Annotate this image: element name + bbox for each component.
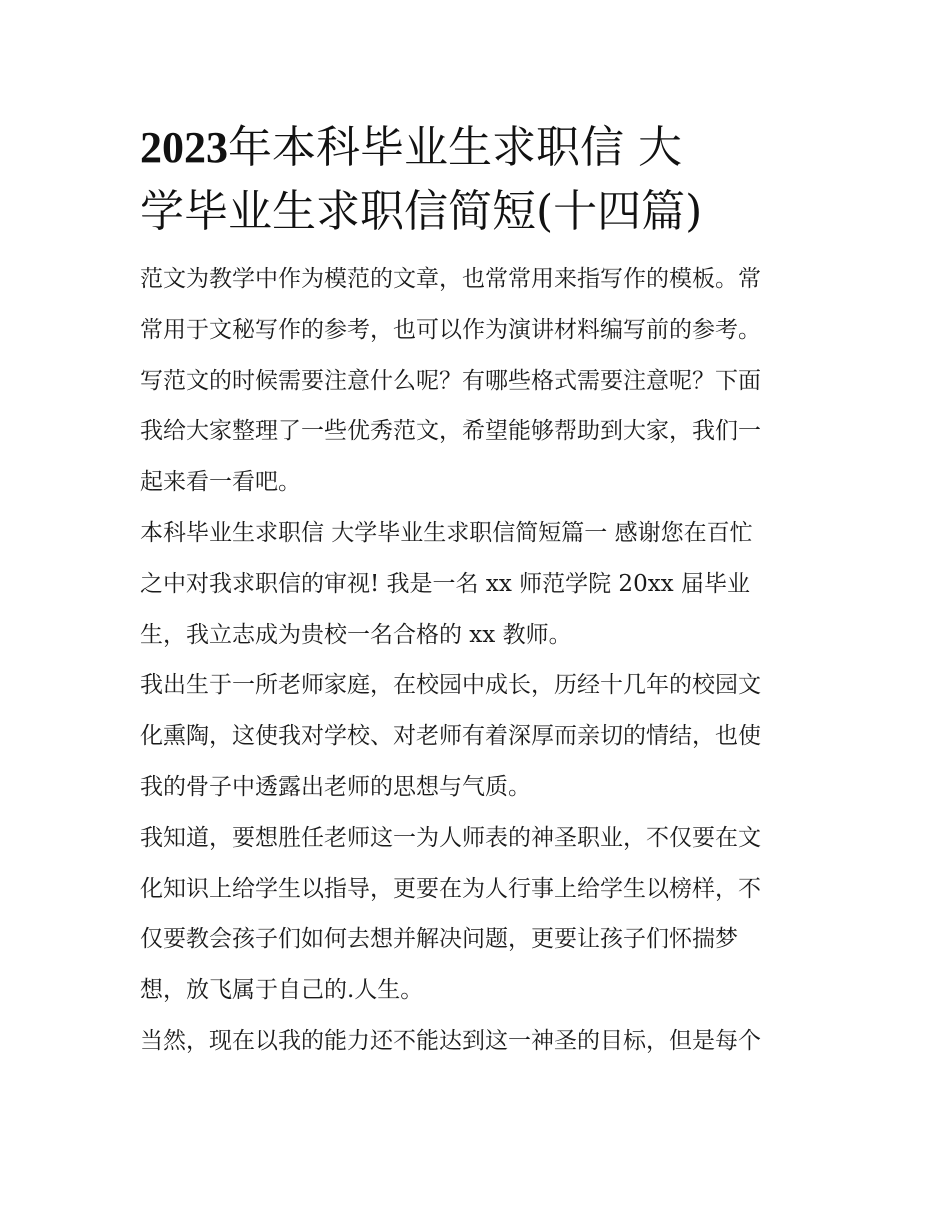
text-line: 我出生于一所老师家庭，在校园中成长，历经十几年的校园文 — [140, 672, 761, 699]
paragraph-teacher-duty — [140, 813, 812, 1016]
text-line: 想，放飞属于自己的.人生。 — [140, 977, 424, 1004]
text-line: 范文为教学中作为模范的文章，也常常用来指写作的模板。常 — [140, 266, 761, 292]
document-content — [140, 116, 812, 1067]
document-title — [140, 116, 812, 244]
paragraph-ability — [140, 1016, 812, 1067]
title-line2: 学毕业生求职信简短(十四篇) — [140, 186, 703, 237]
text-line: 当然，现在以我的能力还不能达到这一神圣的目标，但是每个 — [140, 1027, 761, 1054]
text-line: 常用于文秘写作的参考，也可以作为演讲材料编写前的参考。 — [140, 316, 761, 343]
text-line: 我的骨子中透露出老师的思想与气质。 — [140, 773, 531, 800]
text-line: 化熏陶，这使我对学校、对老师有着深厚而亲切的情结，也使 — [140, 723, 761, 750]
title-line1: 年本科毕业生求职信 大 — [228, 122, 682, 173]
text-line: 本科毕业生求职信 大学毕业生求职信简短篇一 感谢您在百忙 — [140, 519, 753, 546]
paragraph-letter-opening — [140, 508, 812, 660]
text-line: 之中对我求职信的审视! 我是一名 xx 师范学院 20xx 届毕业 — [140, 570, 750, 597]
paragraph-intro — [140, 254, 812, 508]
text-line: 仅要教会孩子们如何去想并解决问题，更要让孩子们怀揣梦 — [140, 926, 738, 953]
text-line: 化知识上给学生以指导，更要在为人行事上给学生以榜样，不 — [140, 875, 761, 902]
text-line: 生，我立志成为贵校一名合格的 xx 教师。 — [140, 621, 572, 648]
text-line: 我知道，要想胜任老师这一为人师表的神圣职业，不仅要在文 — [140, 824, 761, 851]
text-line: 起来看一看吧。 — [140, 469, 301, 496]
title-year: 2023 — [140, 123, 228, 172]
text-line: 我给大家整理了一些优秀范文，希望能够帮助到大家，我们一 — [140, 418, 761, 445]
text-line: 写范文的时候需要注意什么呢？有哪些格式需要注意呢？下面 — [140, 367, 761, 394]
paragraph-background — [140, 660, 812, 812]
